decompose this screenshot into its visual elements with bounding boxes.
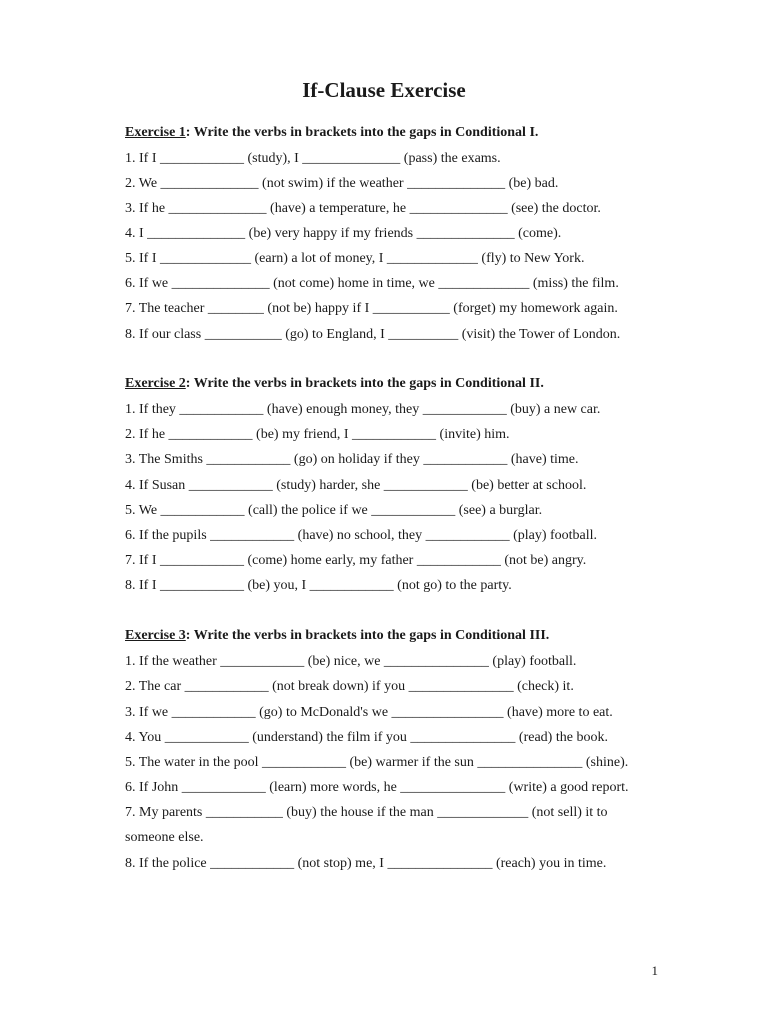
exercise-1-line-5: 5. If I _____________ (earn) a lot of money, I _____________ (fly) to New York. (125, 251, 585, 266)
exercise-1-line-7: 7. The teacher ________ (not be) happy if I ___________ (forget) my homework again. (125, 301, 618, 316)
exercise-1-line-1: 1. If I ____________ (study), I ______________ (pass) the exams. (125, 151, 501, 166)
exercise-3-line-6: 6. If John ____________ (learn) more words, he _______________ (write) a good report. (125, 780, 629, 795)
exercise-2-line-2: 2. If he ____________ (be) my friend, I ____________ (invite) him. (125, 427, 510, 442)
exercise-2-line-6: 6. If the pupils ____________ (have) no school, they ____________ (play) football. (125, 528, 598, 543)
exercise-2-line-4: 4. If Susan ____________ (study) harder, she ____________ (be) better at school. (125, 478, 587, 493)
exercise-2-heading (125, 376, 544, 392)
exercise-3-line-4: 4. You ____________ (understand) the film if you _______________ (read) the book. (125, 730, 608, 745)
exercise-3-line-2: 2. The car ____________ (not break down) if you _______________ (check) it. (125, 679, 574, 694)
exercise-2-line-5: 5. We ____________ (call) the police if we ____________ (see) a burglar. (125, 503, 543, 518)
exercise-2-line-1: 1. If they ____________ (have) enough money, they ____________ (buy) a new car. (125, 402, 601, 417)
exercise-1-instruction: : Write the verbs in brackets into the gaps in Conditional I. (185, 125, 539, 140)
exercise-2-line-7: 7. If I ____________ (come) home early, my father ____________ (not be) angry. (125, 553, 587, 568)
page-title: If-Clause Exercise (302, 78, 466, 102)
exercise-3-line-8: 8. If the police ____________ (not stop) me, I _______________ (reach) you in time. (125, 856, 607, 871)
exercise-1-line-2: 2. We ______________ (not swim) if the weather ______________ (be) bad. (125, 176, 559, 191)
exercise-3-instruction: : Write the verbs in brackets into the gaps in Conditional III. (185, 628, 550, 643)
exercise-2-line-8: 8. If I ____________ (be) you, I ____________ (not go) to the party. (125, 578, 512, 593)
exercise-2-line-3: 3. The Smiths ____________ (go) on holiday if they ____________ (have) time. (125, 452, 579, 467)
exercise-3-heading (125, 628, 549, 644)
exercise-3-line-7: 7. My parents ___________ (buy) the house if the man _____________ (not sell) it to (125, 805, 608, 820)
exercise-2-label: Exercise 2 (125, 376, 186, 391)
exercise-3-line-1: 1. If the weather ____________ (be) nice, we _______________ (play) football. (125, 654, 577, 669)
exercise-3-line-3: 3. If we ____________ (go) to McDonald's we ________________ (have) more to eat. (125, 705, 613, 720)
exercise-1-line-6: 6. If we ______________ (not come) home in time, we _____________ (miss) the film. (125, 276, 619, 291)
exercise-1-heading (125, 125, 538, 141)
exercise-1-line-4: 4. I ______________ (be) very happy if my friends ______________ (come). (125, 226, 562, 241)
exercise-1-line-3: 3. If he ______________ (have) a temperature, he ______________ (see) the doctor. (125, 201, 601, 216)
exercise-1-label: Exercise 1 (125, 125, 186, 140)
exercise-3-line-7-continued: someone else. (125, 830, 204, 845)
exercise-2-instruction: : Write the verbs in brackets into the gaps in Conditional II. (185, 376, 544, 391)
exercise-3-label: Exercise 3 (125, 628, 186, 643)
exercise-1-line-8: 8. If our class ___________ (go) to England, I __________ (visit) the Tower of London. (125, 327, 621, 342)
exercise-3-line-5: 5. The water in the pool ____________ (be) warmer if the sun _______________ (shine). (125, 755, 629, 770)
page-number: 1 (651, 963, 658, 978)
